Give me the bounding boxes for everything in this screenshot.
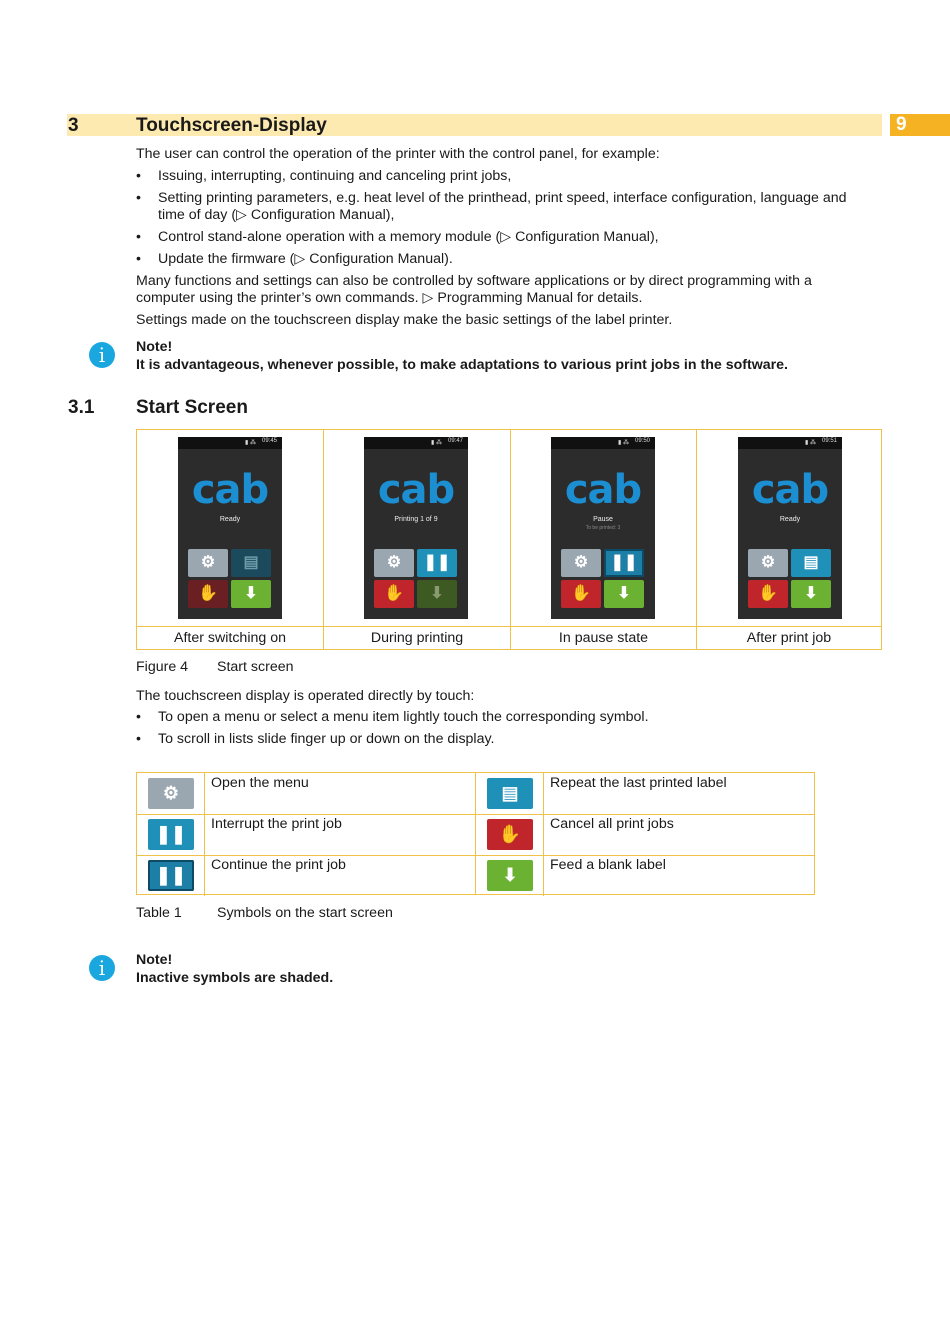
note-title: Note!	[136, 339, 173, 355]
touchscreen-screenshot	[738, 437, 842, 619]
note-text: Inactive symbols are shaded.	[136, 970, 334, 986]
feed-arrow-icon: ⬇	[791, 580, 831, 608]
status-icons: ▮ ⁂	[431, 440, 442, 446]
cab-logo: cab	[751, 467, 829, 513]
figure-caption-row	[137, 626, 881, 650]
printer-status: Printing 1 of 9	[394, 516, 438, 523]
intro-lead: The user can control the operation of the printer with the control panel, for example:	[136, 146, 660, 162]
table-row	[137, 773, 814, 814]
repeat-label-icon: ▤	[231, 549, 271, 577]
intro-bullet: Control stand-alone operation with a memory module (▷ Configuration Manual),	[158, 229, 659, 245]
cancel-hand-icon: ✋	[374, 580, 414, 608]
cab-logo: cab	[564, 467, 642, 513]
figure-label: Figure 4	[136, 659, 189, 675]
screen-caption: In pause state	[511, 627, 697, 650]
repeat-label-icon: ▤	[487, 778, 533, 809]
bullet-mark: •	[136, 731, 141, 747]
symbol-cell	[137, 773, 205, 814]
bullet-mark: •	[136, 190, 141, 206]
symbols-table	[136, 772, 815, 895]
symbol-label: Interrupt the print job	[211, 816, 342, 832]
pause-active-icon: ❚❚	[604, 549, 644, 577]
symbol-cell	[137, 855, 205, 896]
clock: 09:51	[821, 438, 837, 444]
symbol-label: Repeat the last printed label	[550, 775, 727, 791]
repeat-label-icon: ▤	[791, 549, 831, 577]
note-text: It is advantageous, whenever possible, to make adaptations to various print jobs in the software.	[136, 357, 788, 373]
cancel-hand-icon: ✋	[487, 819, 533, 850]
feed-arrow-icon: ⬇	[231, 580, 271, 608]
printer-substatus: To be printed: 3	[585, 525, 621, 531]
cancel-hand-icon: ✋	[188, 580, 228, 608]
pause-icon: ❚❚	[148, 819, 194, 850]
symbol-cell	[476, 814, 544, 855]
intro-paragraph: Settings made on the touchscreen display make the basic settings of the label printer.	[136, 312, 673, 328]
status-icons: ▮ ⁂	[805, 440, 816, 446]
symbol-cell	[476, 855, 544, 896]
touchscreen-screenshot	[178, 437, 282, 619]
gear-icon: ⚙	[188, 549, 228, 577]
operation-bullet: To open a menu or select a menu item lightly touch the corresponding symbol.	[158, 709, 649, 725]
symbol-cell	[476, 773, 544, 814]
table-row	[137, 855, 814, 896]
status-icons: ▮ ⁂	[618, 440, 629, 446]
printer-status: Ready	[219, 516, 241, 523]
clock: 09:50	[634, 438, 650, 444]
feed-arrow-icon: ⬇	[604, 580, 644, 608]
cab-logo: cab	[191, 467, 269, 513]
clock: 09:47	[447, 438, 463, 444]
figure-cell	[324, 430, 511, 626]
pause-active-icon: ❚❚	[148, 860, 194, 891]
screen-caption: After print job	[746, 630, 832, 646]
symbol-label: Cancel all print jobs	[550, 816, 674, 832]
gear-icon: ⚙	[748, 549, 788, 577]
info-icon: i	[89, 342, 115, 368]
operation-lead: The touchscreen display is operated directly by touch:	[136, 688, 475, 704]
intro-bullet: Update the firmware (▷ Configuration Manual).	[158, 251, 453, 267]
bullet-mark: •	[136, 229, 141, 245]
symbol-label: Feed a blank label	[550, 857, 666, 873]
intro-bullet: Setting printing parameters, e.g. heat level of the printhead, print speed, interface configuration, language and time of day (▷ Configuration Manual),	[158, 190, 847, 223]
table-row	[137, 814, 814, 855]
printer-status: Ready	[779, 516, 801, 523]
subsection-title: Start Screen	[136, 397, 248, 418]
cab-logo: cab	[377, 467, 455, 513]
subsection-number: 3.1	[68, 397, 95, 418]
section-number: 3	[68, 115, 79, 136]
screen-caption: After switching on	[137, 627, 324, 650]
gear-icon: ⚙	[374, 549, 414, 577]
info-icon: i	[89, 955, 115, 981]
gear-icon: ⚙	[561, 549, 601, 577]
section-title: Touchscreen-Display	[136, 115, 327, 136]
intro-paragraph: Many functions and settings can also be controlled by software applications or by direct programming with a computer using the printer’s own commands. ▷ Programming Manual for details.	[136, 273, 812, 306]
symbol-label: Continue the print job	[211, 857, 346, 873]
symbol-label: Open the menu	[211, 775, 309, 791]
figure-cell	[137, 430, 324, 626]
symbol-cell	[137, 814, 205, 855]
table-label: Table 1	[136, 905, 182, 921]
gear-icon: ⚙	[148, 778, 194, 809]
figure-cell	[697, 430, 881, 626]
cancel-hand-icon: ✋	[561, 580, 601, 608]
clock: 09:45	[261, 438, 277, 444]
cancel-hand-icon: ✋	[748, 580, 788, 608]
bullet-mark: •	[136, 251, 141, 267]
screen-caption: During printing	[324, 627, 511, 650]
operation-bullet: To scroll in lists slide finger up or down on the display.	[158, 731, 495, 747]
bullet-mark: •	[136, 168, 141, 184]
feed-arrow-icon: ⬇	[417, 580, 457, 608]
figure-caption: Start screen	[217, 659, 294, 675]
figure-cell	[511, 430, 697, 626]
status-icons: ▮ ⁂	[245, 440, 256, 446]
intro-bullet: Issuing, interrupting, continuing and canceling print jobs,	[158, 168, 512, 184]
page-number: 9	[890, 114, 950, 136]
table-caption: Symbols on the start screen	[217, 905, 393, 921]
touchscreen-screenshot	[551, 437, 655, 619]
feed-arrow-icon: ⬇	[487, 860, 533, 891]
figure-table	[136, 429, 882, 650]
touchscreen-screenshot	[364, 437, 468, 619]
pause-icon: ❚❚	[417, 549, 457, 577]
bullet-mark: •	[136, 709, 141, 725]
note-title: Note!	[136, 952, 173, 968]
printer-status: Pause	[593, 516, 613, 523]
